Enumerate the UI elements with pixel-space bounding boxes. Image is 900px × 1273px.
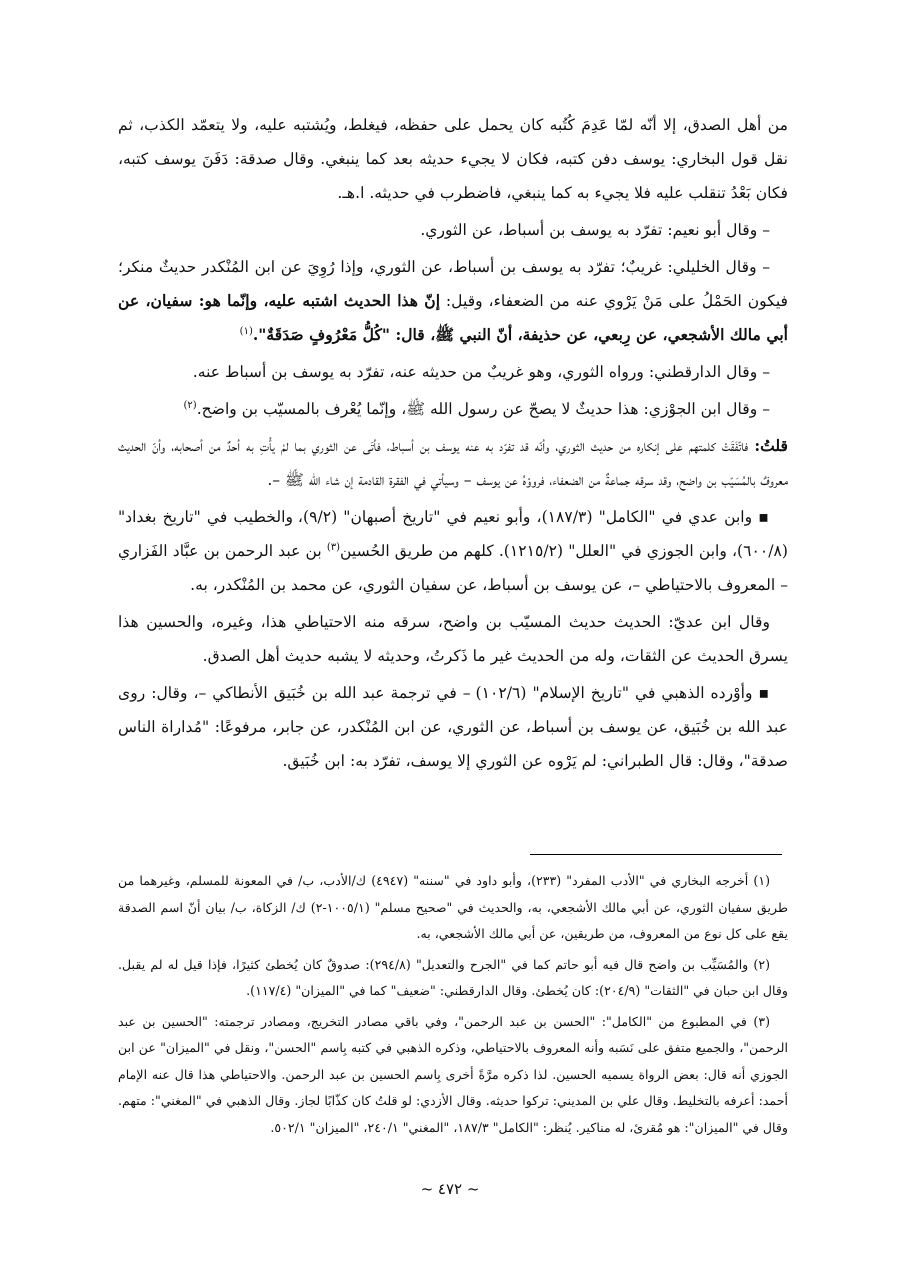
paragraph-9: ▪ وأوْرده الذهبي في "تاريخ الإسلام" (١٠٢/٦) – في ترجمة عبد الله بن خُبَيق الأنطاكي –، وقال: روى عبد الله بن خُبَيق، عن يوسف بن أسباط، عن الثوري، عن ابن المُنْكدر، عن جابر، مرفوعًا: "مُداراة الناس صدقة"، وقال: قال الطبراني: لم يَرْوه عن الثوري إلا يوسف، تفرّد به: ابن خُبَيق. — [118, 684, 788, 770]
qultu-label: قلتُ: — [754, 436, 788, 455]
footnotes — [118, 868, 788, 1145]
paragraph-7: ▪ وابن عدي في "الكامل" (١٨٧/٣)، وأبو نعيم في "تاريخ أصبهان" (٩/٢)، والخطيب في "تاريخ بغداد" (٦٠٠/٨)، وابن الجوزي في "العلل" (١٢١٥/٢). كلهم من طريق الحُسين$^{(٣)}$ بن عبد الرحمن بن عبَّاد الفَزاري – المعروف بالاحتياطي –، عن يوسف بن أسباط، عن سفيان الثوري، عن محمد بن المُنْكدر، به. — [118, 508, 788, 594]
main-text — [118, 108, 788, 781]
paragraph-8: وقال ابن عديّ: الحديث حديث المسيّب بن واضح، سرقه منه الاحتياطي هذا، وغيره، والحسين هذا يسرق الحديث عن الثقات، وله من الحديث غير ما ذَكرتُ، وحديثه لا يشبه حديث أهل الصدق. — [118, 613, 788, 665]
paragraph-4: – وقال الدارقطني: ورواه الثوري، وهو غريبٌ من حديثه عنه، تفرّد به يوسف بن أسباط عنه. — [192, 363, 770, 381]
footnote-ref-1: (١) — [239, 325, 253, 337]
page-number: ~ ٤٧٢ ~ — [420, 1180, 480, 1198]
paragraph-6: قلتُ: فاتّفَقَتْ كلمتهم على إنكاره من حديث الثوري، وأنّه قد تفرّد به عنه يوسف بن أسباط، فأتَى عن الثوري بما لمْ يأْتِ به أحدٌ من أصحابه، وأنّ الحديث معروفٌ بالمُسَيّب بن واضح، وقد سرقه جماعةٌ من الضعفاء، فرووْهُ عن يوسف – وسيأتي في الفقرة القادمة إن شاء الله ﷺ –. — [118, 436, 788, 489]
footnote-2: (٢) والمُسَيِّب بن واضح قال فيه أبو حاتم كما في "الجرح والتعديل" (٢٩٤/٨): صدوقٌ كان يُخطئ كثيرًا، فإذا قيل له لم يقبل. وقال ابن حبان في "الثقات" (٢٠٤/٩): كان يُخطئ. وقال الدارقطني: "ضعيف" كما في "الميزان" (١١٧/٤). — [118, 956, 788, 998]
footnote-ref-2: (٢) — [183, 399, 197, 411]
paragraph-5: – وقال ابن الجوْزي: هذا حديثٌ لا يصحّ عن رسول الله ﷺ، وإنّما يُعْرف بالمسيّب بن واضح.$^{(٢)}$ — [183, 399, 770, 418]
footnote-3: (٣) في المطبوع من "الكامل": "الحسن بن عبد الرحمن"، وفي باقي مصادر التخريج، ومصادر ترجمته: "الحسين بن عبد الرحمن"، والجميع متفق على نَسَبه وأنه المعروف بالاحتياطي، وذكره الذهبي في كتبه بِاسم "الحسن"، ونقل في "الميزان" عن ابن الجوزي أنه قال: بعض الرواة يسميه الحسين. لذا ذكره مرَّةً أخرى بِاسم الحسين بن عبد الرحمن. والاحتياطي هذا قال عنه الإمام أحمد: أعرفه بالتخليط. وقال علي بن المديني: تركوا حديثه. وقال الأزدي: لو قلتُ كان كذّابًا لجاز. وقال الذهبي في "المغني": متهم. وقال في "الميزان": هو مُقرئ، له مناكير. يُنظر: "الكامل" ١٨٧/٣، "المغني" ٢٤٠/١، "الميزان" ٥٠٢/١. — [118, 1013, 788, 1135]
footnote-ref-3: (٣) — [326, 541, 341, 553]
paragraph-2: – وقال أبو نعيم: تفرّد به يوسف بن أسباط، عن الثوري. — [420, 221, 770, 239]
footnote-separator — [530, 854, 782, 855]
quoted-hadith: إنّ هذا الحديث اشتبه عليه، وإنّما هو: سفيان، عن أبي مالك الأشجعي، عن رِبعي، عن حذيفة، أنّ النبي ﷺ، قال: "كُلُّ مَعْرُوفٍ صَدَقَةٌ". — [118, 291, 788, 344]
paragraph-3: – وقال الخليلي: غريبٌ؛ تفرّد به يوسف بن أسباط، عن الثوري، وإذا رُوِيَ عن ابن المُنْكدر حديثٌ منكر؛ فيكون الحَمْلُ على مَنْ يَرْوي عنه من الضعفاء، وقيل: إنّ هذا الحديث اشتبه عليه، وإنّما هو: سفيان، عن أبي مالك الأشجعي، عن رِبعي، عن حذيفة، أنّ النبي ﷺ، قال: "كُلُّ مَعْرُوفٍ صَدَقَةٌ".$^{(١)}$ — [118, 258, 788, 344]
footnote-1: (١) أخرجه البخاري في "الأدب المفرد" (٢٣٣)، وأبو داود في "سننه" (٤٩٤٧) ك/الأدب، ب/ في المعونة للمسلم، وغيرهما من طريق سفيان الثوري، عن أبي مالك الأشجعي، به، والحديث في "صحيح مسلم" (١٠٠٥/١-٢) ك/ الزكاة، ب/ بيان أنّ اسم الصدقة يقع على كل نوع من المعروف، من طريقين، عن أبي مالك الأشجعي، به. — [118, 873, 788, 941]
paragraph-1: من أهل الصدق، إلا أنّه لمّا عَدِمَ كُتُبه كان يحمل على حفظه، فيغلط، ويُشتبه عليه، ولا يتعمّد الكذب، ثم نقل قول البخاري: يوسف دفن كتبه، فكان لا يجيء حديثه بعد كما ينبغي. وقال صدقة: دَفَنَ يوسف كتبه، فكان بَعْدُ تنقلب عليه فلا يجيء به كما ينبغي، فاضطرب في حديثه. ا.هـ. — [118, 116, 788, 202]
